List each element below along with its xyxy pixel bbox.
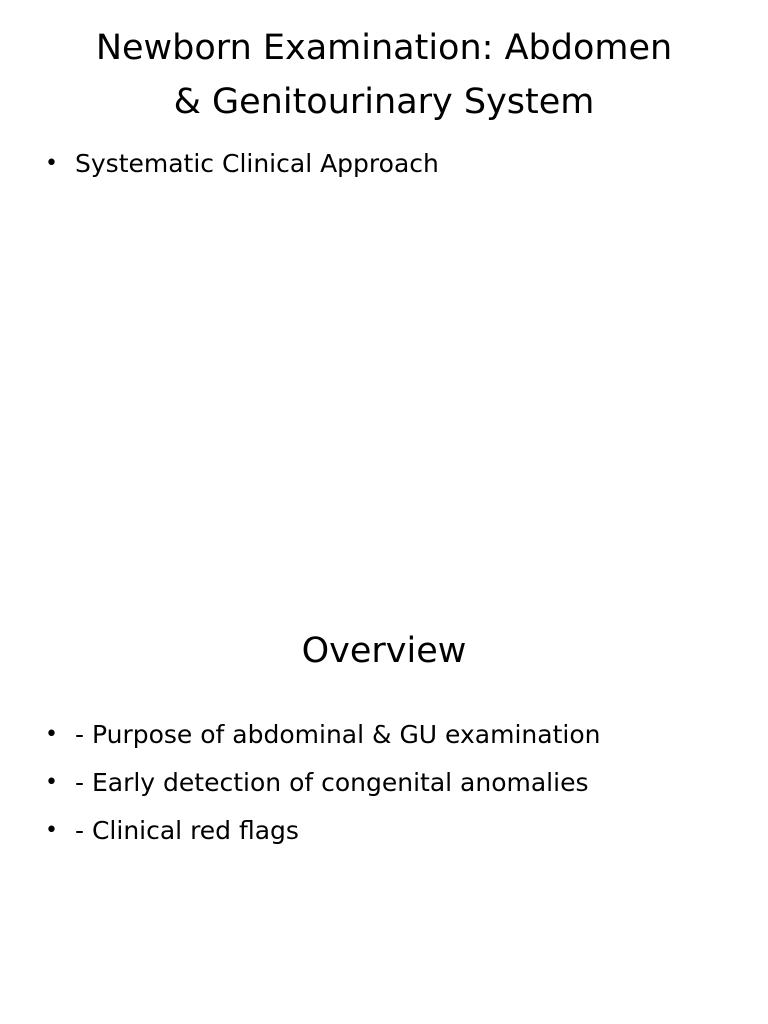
list-item [0,759,600,807]
slide-title-overview: Overview [301,631,467,671]
overview-bullet-list [0,711,600,855]
list-item [0,140,439,188]
title-line-1: Newborn Examination: Abdomen [95,28,673,68]
bullet-text: Systematic Clinical Approach [75,149,439,178]
bullet-icon: • [45,151,58,176]
list-item [0,711,600,759]
bullet-text: - Purpose of abdominal & GU examination [75,720,601,749]
page-title [20,21,748,129]
title-line-2: & Genitourinary System [173,82,595,122]
bullet-icon: • [45,770,58,795]
bullet-icon: • [45,818,58,843]
bullet-list [0,140,439,188]
list-item [0,807,600,855]
bullet-text: - Clinical red flags [75,816,299,845]
bullet-icon: • [45,722,58,747]
bullet-text: - Early detection of congenital anomalies [75,768,589,797]
